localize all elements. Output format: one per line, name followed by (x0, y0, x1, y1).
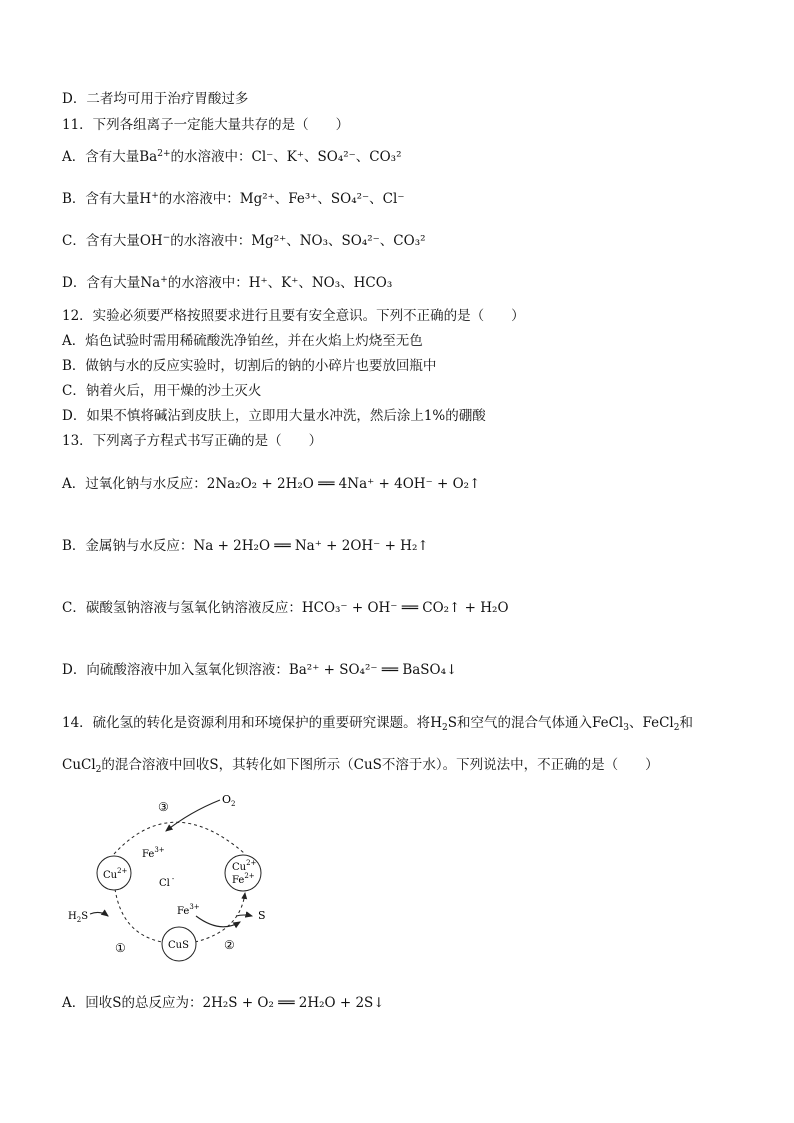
q13-option-a: A．过氧化钠与水反应：2Na₂O₂ + 2H₂O ══ 4Na⁺ + 4OH⁻ + O₂↑ (62, 476, 481, 492)
q14-option-a: A．回收S的总反应为：2H₂S + O₂ ══ 2H₂O + 2S↓ (62, 995, 385, 1011)
q13-option-b: B．金属钠与水反应：Na + 2H₂O ══ Na⁺ + 2OH⁻ + H₂↑ (62, 538, 429, 554)
cus-label: CuS (168, 940, 189, 951)
q14-stem-line2: CuCl$_2$的混合溶液中回收S，其转化如下图所示（CuS不溶于水）。下列说法中，不正确的是（ ） (62, 757, 659, 775)
q12-stem: 12．实验必须要严格按照要求进行且要有安全意识。下列不正确的是（ ） (62, 308, 525, 324)
q13-option-c: C．碳酸氢钠溶液与氢氧化钠溶液反应：HCO₃⁻ + OH⁻ ══ CO₂↑ + H₂O (62, 600, 509, 616)
step1-label: ① (115, 941, 126, 955)
h2s-label: $H_2S$ (68, 911, 89, 924)
o2-arrow (166, 800, 220, 831)
q13-a-equation: 2Na₂O₂ + 2H₂O ══ 4Na⁺ + 4OH⁻ + O₂↑ (206, 476, 481, 492)
q13-c-equation: HCO₃⁻ + OH⁻ ══ CO₂↑ + H₂O (301, 600, 509, 616)
q11-option-b: B．含有大量H+的水溶液中：Mg²⁺、Fe³⁺、SO₄²⁻、Cl⁻ (62, 191, 405, 207)
q11-d-ions: H⁺、K⁺、NO₃、HCO₃ (248, 275, 393, 291)
q11-b-ions: Mg²⁺、Fe³⁺、SO₄²⁻、Cl⁻ (239, 191, 405, 207)
fe3-label-bottom: $Fe^{3+}$ (177, 903, 200, 917)
cycle-arc-right (195, 893, 245, 942)
cu2-label: $Cu^{2+}$ (103, 867, 128, 881)
q13-d-equation: Ba²⁺ + SO₄²⁻ ══ BaSO₄↓ (288, 662, 458, 678)
q13-b-equation: Na + 2H₂O ══ Na⁺ + 2OH⁻ + H₂↑ (193, 538, 429, 554)
q11-a-ions: Cl⁻、K⁺、SO₄²⁻、CO₃² (251, 149, 402, 165)
s-arrow (236, 915, 252, 916)
q12-option-b: B．做钠与水的反应实验时，切割后的钠的小碎片也要放回瓶中 (62, 358, 437, 374)
cufe-cu-label: $Cu^{2+}$ (232, 859, 257, 873)
o2-label: $O_2$ (222, 793, 236, 808)
cycle-arc-top (114, 822, 244, 854)
q12-option-a: A．焰色试验时需用稀硫酸洗净铂丝，并在火焰上灼烧至无色 (62, 333, 423, 349)
s-label: S (258, 909, 266, 922)
h2s-arrow (90, 912, 108, 916)
fe3-label-top: $Fe^{3+}$ (142, 846, 165, 860)
fe3-arrow (196, 916, 240, 927)
q14-a-equation: 2H₂S + O₂ ══ 2H₂O + 2S↓ (202, 995, 385, 1011)
step2-label: ② (224, 938, 235, 952)
q11-option-d: D．含有大量Na+的水溶液中：H⁺、K⁺、NO₃、HCO₃ (62, 275, 393, 291)
cufe-fe-label: $Fe^{2+}$ (232, 872, 255, 886)
q13-stem: 13．下列离子方程式书写正确的是（ ） (62, 433, 323, 449)
q13-option-d: D．向硫酸溶液中加入氢氧化钡溶液：Ba²⁺ + SO₄²⁻ ══ BaSO₄↓ (62, 662, 458, 678)
cycle-diagram (62, 786, 322, 971)
q12-option-d: D．如果不慎将碱沾到皮肤上，立即用大量水冲洗，然后涂上1%的硼酸 (62, 408, 486, 424)
q14-stem-line1: 14．硫化氢的转化是资源利用和环境保护的重要研究课题。将$H_2S$和空气的混合气体通入FeCl$_3$、FeCl$_2$和 (62, 715, 693, 733)
step3-label: ③ (158, 800, 169, 814)
cl-label: Cl - (159, 875, 175, 889)
q12-option-c: C．钠着火后，用干燥的沙土灭火 (62, 383, 262, 399)
q10-option-d: D．二者均可用于治疗胃酸过多 (62, 91, 249, 107)
q11-option-a: A．含有大量$Ba^{2+}$的水溶液中：Cl⁻、K⁺、SO₄²⁻、CO₃² (62, 149, 402, 165)
cycle-arc-left (115, 889, 162, 942)
q11-option-c: C．含有大量OH−的水溶液中：Mg²⁺、NO₃、SO₄²⁻、CO₃² (62, 233, 426, 249)
q11-c-ions: Mg²⁺、NO₃、SO₄²⁻、CO₃² (251, 233, 426, 249)
q11-stem: 11．下列各组离子一定能大量共存的是（ ） (62, 117, 350, 133)
